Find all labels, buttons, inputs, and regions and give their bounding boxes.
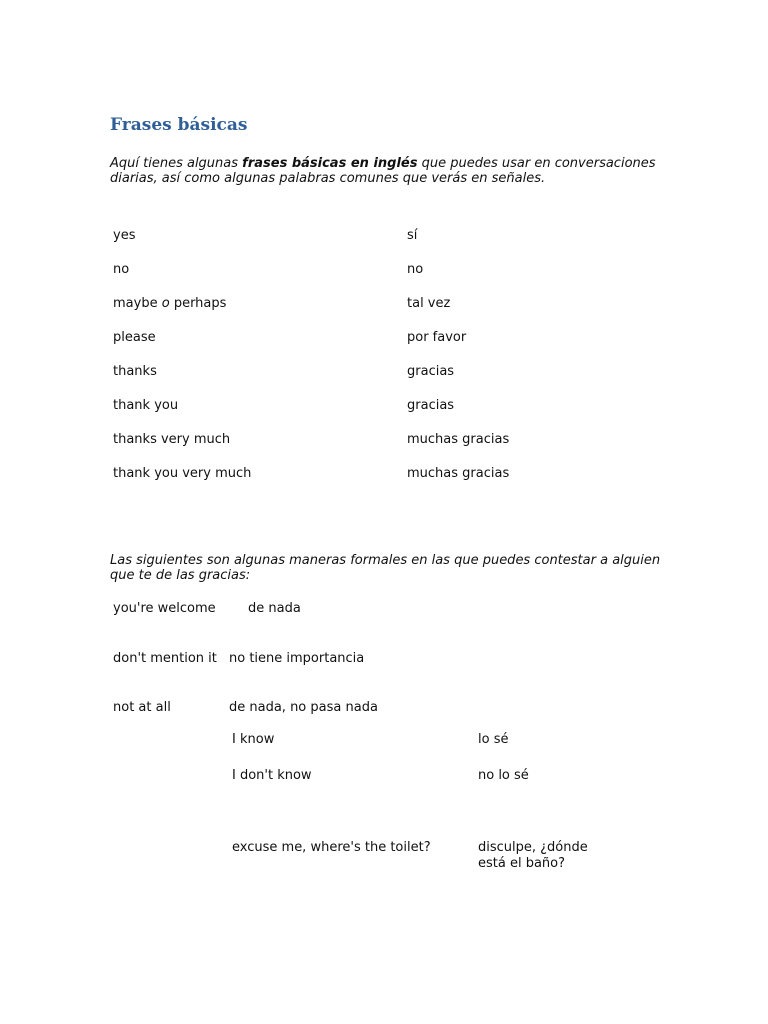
phrase-english: I don't know: [232, 768, 312, 783]
phrase-spanish: disculpe, ¿dónde está el baño?: [478, 840, 588, 871]
vocab-english-second: perhaps: [169, 296, 227, 311]
vocab-english: please: [113, 330, 156, 345]
vocab-row: [0, 466, 768, 484]
vocab-row: [0, 228, 768, 246]
vocab-english: thank you: [113, 398, 179, 413]
reply-english: don't mention it: [113, 651, 217, 666]
vocab-spanish: muchas gracias: [407, 432, 510, 447]
intro-text-end: que puedes usar en conversaciones diarias, así como algunas palabras comunes que verás en señales.: [110, 156, 656, 186]
page-title: Frases básicas: [110, 115, 248, 135]
vocab-english: thank you very much: [113, 466, 252, 481]
vocab-spanish: por favor: [407, 330, 467, 345]
vocab-english: thanks: [113, 364, 157, 379]
vocab-english-or: o: [161, 296, 170, 311]
intro-paragraph: [110, 156, 670, 186]
phrase-english: excuse me, where's the toilet?: [232, 840, 431, 855]
reply-english: you're welcome: [113, 601, 216, 616]
vocab-row: [0, 330, 768, 348]
vocab-english-first: maybe: [113, 296, 162, 311]
reply-spanish: de nada, no pasa nada: [229, 700, 378, 715]
vocab-row: [0, 262, 768, 280]
vocab-spanish: gracias: [407, 398, 455, 413]
phrase-english: I know: [232, 732, 275, 747]
vocab-spanish: gracias: [407, 364, 455, 379]
vocab-english: yes: [113, 228, 136, 243]
intro-text-start: Aquí tienes algunas: [110, 156, 243, 171]
reply-spanish: de nada: [248, 601, 301, 616]
vocab-english: [113, 296, 226, 312]
vocab-spanish: tal vez: [407, 296, 451, 311]
phrase-spanish: no lo sé: [478, 768, 529, 783]
formal-replies-intro: Las siguientes son algunas maneras formales en las que puedes contestar a alguien que te de las gracias:: [110, 553, 661, 583]
intro-text-bold: frases básicas en inglés: [242, 156, 418, 171]
vocab-spanish: muchas gracias: [407, 466, 510, 481]
phrase-spanish: lo sé: [478, 732, 509, 747]
vocab-english: thanks very much: [113, 432, 231, 447]
vocab-spanish: no: [407, 262, 424, 277]
reply-english: not at all: [113, 700, 171, 715]
vocab-english: no: [113, 262, 130, 277]
vocab-row: [0, 432, 768, 450]
vocab-row: [0, 364, 768, 382]
vocab-spanish: sí: [407, 228, 418, 243]
vocab-row: [0, 296, 768, 314]
vocab-row: [0, 398, 768, 416]
reply-spanish: no tiene importancia: [229, 651, 365, 666]
